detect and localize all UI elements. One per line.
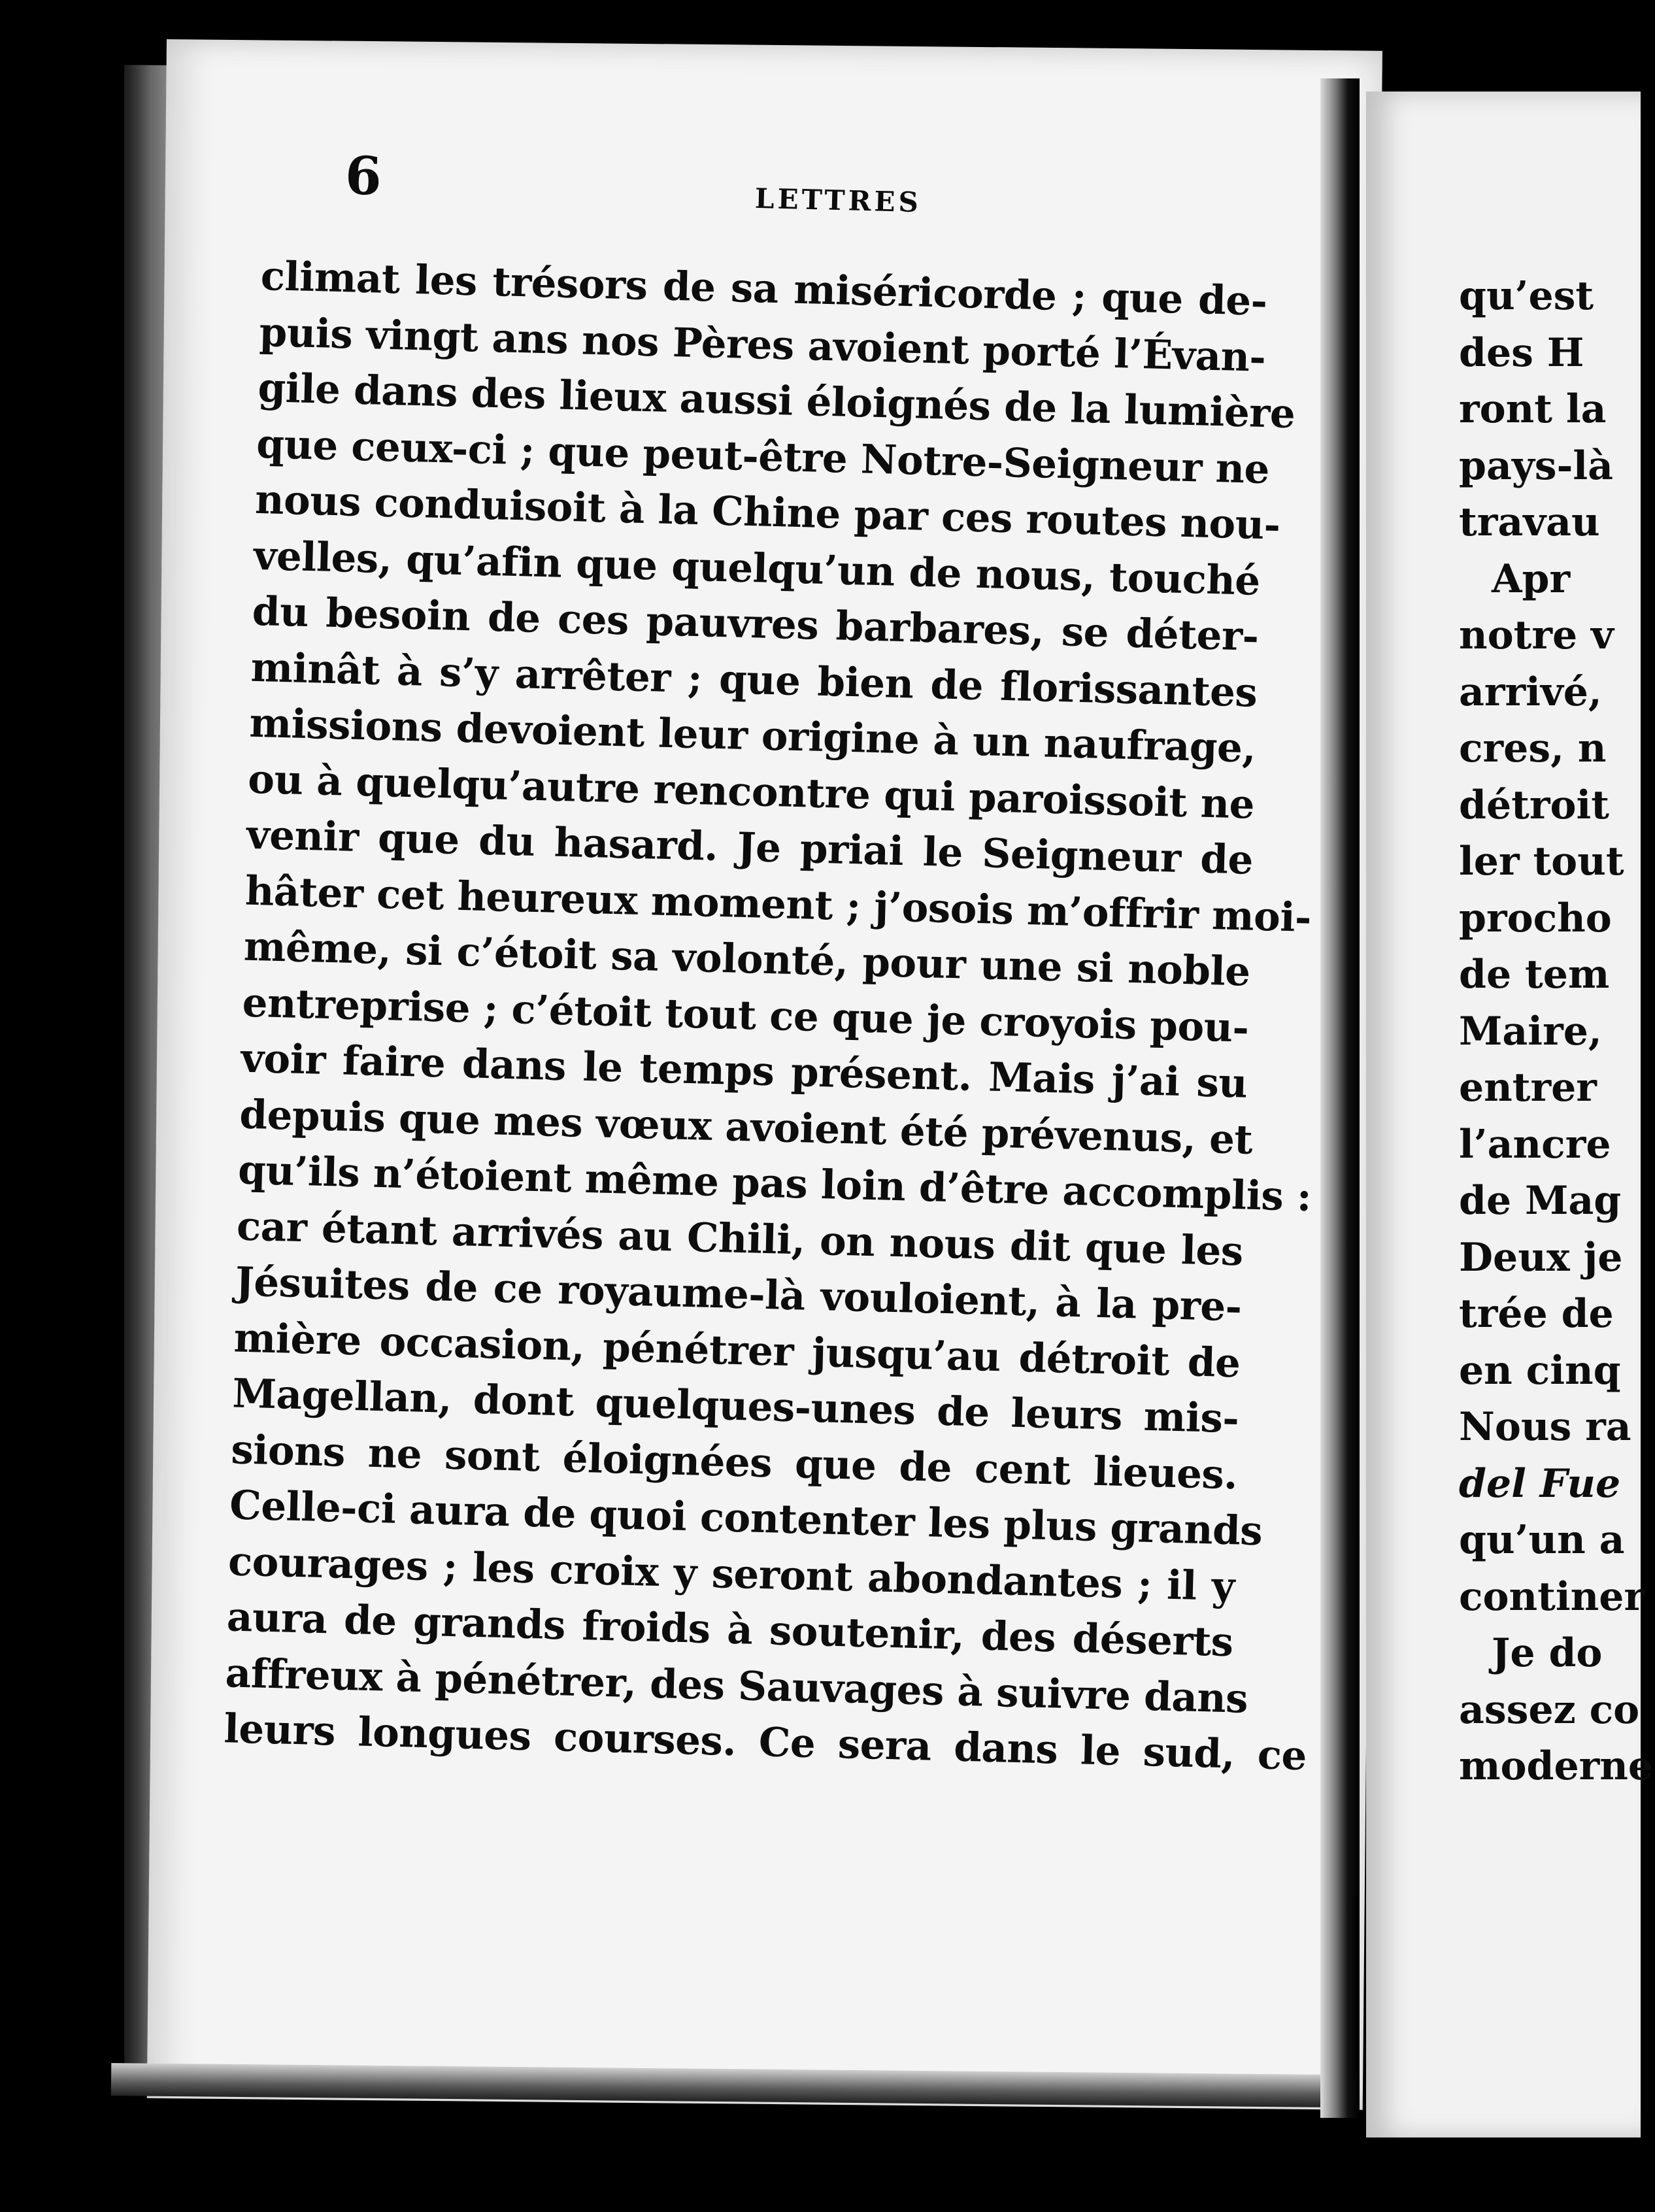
text-line: en cinq xyxy=(1459,1347,1621,1394)
text-line: depuis que mes vœux avoient été prévenus, et xyxy=(239,1091,1253,1164)
text-line: leurs longues courses. Ce sera dans le sud, ce xyxy=(223,1705,1307,1780)
text-line: venir que du hasard. Je priai le Seigneur de xyxy=(246,811,1254,884)
text-line: entrer xyxy=(1459,1065,1597,1111)
text-line: détroit xyxy=(1459,782,1609,828)
text-line: minât à s’y arrêter ; que bien de florissantes xyxy=(250,644,1258,716)
text-line: Celle-ci aura de quoi contenter les plus grands xyxy=(229,1482,1263,1555)
running-head: LETTRES xyxy=(754,182,922,219)
text-line: Je do xyxy=(1492,1630,1603,1676)
text-line: velles, qu’afin que quelqu’un de nous, touché xyxy=(253,532,1261,605)
text-line: aura de grands froids à soutenir, des déserts xyxy=(226,1594,1234,1666)
text-line: Magellan, dont quelques-unes de leurs mis- xyxy=(231,1370,1240,1443)
text-line: courages ; les croix y seront abondantes ; il y xyxy=(227,1537,1235,1610)
text-line: ou à quelqu’autre rencontre qui paroissoit ne xyxy=(247,756,1255,828)
text-line: même, si c’étoit sa volonté, pour une si noble xyxy=(243,923,1251,996)
text-line: del Fue xyxy=(1459,1460,1621,1507)
text-line: arrivé, xyxy=(1459,669,1602,715)
text-line: Jésuites de ce royaume-là vouloient, à la pre- xyxy=(235,1258,1243,1331)
text-line: car étant arrivés au Chili, on nous dit que les xyxy=(236,1203,1244,1275)
text-line: assez co xyxy=(1459,1686,1640,1733)
text-line: notre v xyxy=(1459,612,1614,658)
text-line: du besoin de ces pauvres barbares, se déter- xyxy=(252,588,1260,660)
text-line: gile dans des lieux aussi éloignés de la lumière xyxy=(257,364,1296,438)
text-line: moderne xyxy=(1459,1743,1654,1789)
text-line: missions devoient leur origine à un naufrage, xyxy=(248,699,1257,772)
text-line: Nous ra xyxy=(1459,1404,1631,1450)
text-line: Maire, xyxy=(1459,1008,1602,1054)
text-line: Deux je xyxy=(1459,1234,1623,1281)
text-line: qu’ils n’étoient même pas loin d’être accomplis : xyxy=(237,1147,1312,1221)
text-line: nous conduisoit à la Chine par ces routes nou- xyxy=(254,476,1281,549)
text-line: de tem xyxy=(1459,952,1610,997)
text-line: pays-là xyxy=(1459,443,1614,489)
text-line: Apr xyxy=(1492,556,1571,602)
page-number: 6 xyxy=(344,144,382,207)
text-line: mière occasion, pénétrer jusqu’au détroit de xyxy=(233,1314,1241,1386)
text-line: qu’est xyxy=(1459,273,1594,319)
text-line: des H xyxy=(1459,329,1584,376)
left-page-text-block xyxy=(223,248,1312,1783)
text-line: continer xyxy=(1459,1573,1645,1620)
text-line: affreux à pénétrer, des Sauvages à suivre dans xyxy=(224,1649,1248,1722)
text-line: hâter cet heureux moment ; j’osois m’offrir moi- xyxy=(244,867,1312,941)
text-line: qu’un a xyxy=(1459,1517,1625,1563)
text-line: voir faire dans le temps présent. Mais j’ai su xyxy=(240,1035,1248,1107)
text-line: de Mag xyxy=(1459,1178,1622,1224)
text-line: climat les trésors de sa miséricorde ; que de- xyxy=(260,252,1268,325)
text-line: ront la xyxy=(1459,386,1607,432)
text-line: ler tout xyxy=(1459,839,1624,884)
text-line: cres, n xyxy=(1459,726,1607,771)
text-line: procho xyxy=(1459,895,1612,941)
text-line: travau xyxy=(1459,499,1600,545)
text-line: sions ne sont éloignées que de cent lieues. xyxy=(230,1426,1238,1498)
book-gutter xyxy=(1320,78,1360,2118)
text-line: que ceux-ci ; que peut-être Notre-Seigneur ne xyxy=(256,420,1270,493)
text-line: trée de xyxy=(1459,1291,1614,1337)
text-line: puis vingt ans nos Pères avoient porté l’Évan- xyxy=(258,309,1267,381)
right-page-text-block xyxy=(1459,268,1655,1795)
text-line: entreprise ; c’étoit tout ce que je croyois pou- xyxy=(241,979,1250,1052)
text-line: l’ancre xyxy=(1459,1121,1611,1167)
